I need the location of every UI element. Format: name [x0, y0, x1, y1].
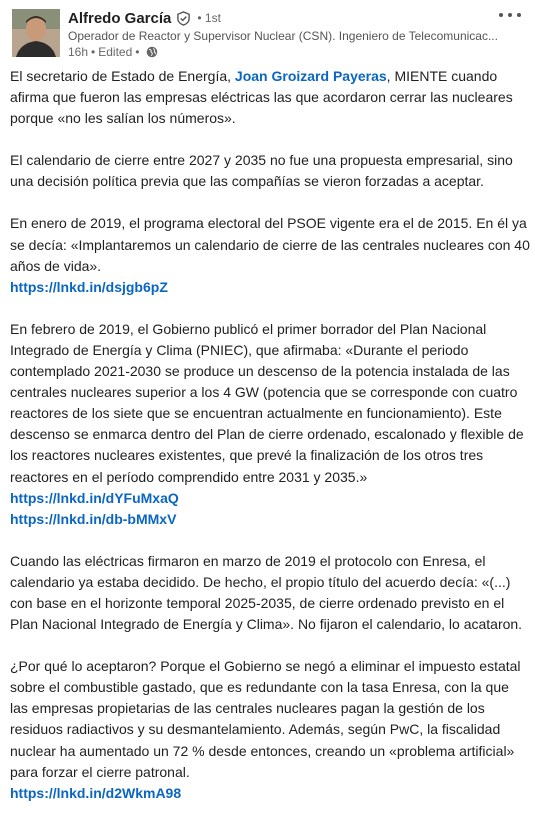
- author-row: [68, 8, 221, 28]
- link-db-bmmxv[interactable]: https://lnkd.in/db-bMMxV: [10, 510, 177, 527]
- paragraph-5-text: Cuando las eléctricas firmaron en marzo de 2019 el protocolo con Enresa, el calendario ya estaba decidido. De hecho, el propio título del acuerdo decía: «(...) con base en el horizonte temporal 2025-2035, de cierre ordenado previsto en el Plan Nacional Integrado de Energía y Clima». No fijaron el calendario, lo acataron.: [10, 552, 523, 633]
- link-dyfumxaq[interactable]: https://lnkd.in/dYFuMxaQ: [10, 489, 179, 506]
- link-d2wkma98[interactable]: https://lnkd.in/d2WkmA98: [10, 784, 182, 801]
- paragraph-1-lead: El secretario de Estado de Energía,: [10, 68, 235, 84]
- paragraph-3-text: En enero de 2019, el programa electoral del PSOE vigente era el de 2015. En él ya se decía: «Implantaremos un calendario de cierre de las centrales nucleares con 40 años de vida».: [10, 215, 530, 274]
- post-time: 16h: [68, 45, 89, 59]
- post-body: [10, 66, 530, 825]
- paragraph-1: [10, 66, 530, 129]
- avatar[interactable]: [12, 9, 60, 57]
- paragraph-2-text: El calendario de cierre entre 2027 y 2035 no fue una propuesta empresarial, sino una decisión política previa que las compañías se vieron forzadas a aceptar.: [10, 152, 513, 190]
- link-dsjgb6pz[interactable]: https://lnkd.in/dsjgb6pZ: [10, 278, 168, 295]
- author-name[interactable]: Alfredo García: [68, 9, 172, 27]
- post-header: [8, 6, 535, 60]
- meta-separator: •: [135, 45, 140, 59]
- paragraph-3: [10, 213, 530, 297]
- degree-label: 1st: [204, 11, 221, 25]
- meta-separator: •: [91, 45, 96, 59]
- paragraph-6-text: ¿Por qué lo aceptaron? Porque el Gobierno se negó a eliminar el impuesto estatal sobre el combustible gastado, que es redundante con la tasa Enresa, con la que las empresas propietarias de las centrales nucleares pagan la gestión de los residuos radiactivos y su desmantelamiento. Además, según PwC, la fiscalidad nuclear ha aumentado un 72 % desde entonces, creando un «problema artificial» para forzar el cierre patronal.: [10, 658, 521, 780]
- verified-badge-icon: [176, 11, 191, 26]
- paragraph-1-tail: , MIENTE cuando afirma que fueron las empresas eléctricas las que acordaron cerrar las nucleares porque «no les salían los números».: [10, 68, 513, 127]
- paragraph-6: [10, 656, 530, 804]
- paragraph-1-text: [10, 66, 530, 129]
- globe-icon: [146, 46, 158, 58]
- mention-link[interactable]: Joan Groizard Payeras: [234, 68, 387, 84]
- edited-label: Edited: [98, 45, 133, 59]
- author-headline: Operador de Reactor y Supervisor Nuclear (CSN). Ingeniero de Telecomunicac...: [68, 29, 498, 43]
- paragraph-4: [10, 319, 530, 530]
- paragraph-2: [10, 150, 530, 192]
- more-options-icon[interactable]: [499, 8, 521, 22]
- paragraph-4-text: En febrero de 2019, el Gobierno publicó el primer borrador del Plan Nacional Integrado de Energía y Clima (PNIEC), que afirmaba: «Durante el periodo contemplado 2021-2030 se produce un descenso de la potencia instalada de las centrales nucleares superior a los 4 GW (potencia que se corresponde con cuatro reactores de los siete que se encuentran actualmente en funcionamiento). Este descenso se enmarca dentro del Plan de cierre ordenado, escalonado y flexible de los reactores nucleares existentes, que prevé la finalización de los otros tres reactores en el período comprendido entre 2031 y 2035.»: [10, 320, 524, 485]
- post-meta: [68, 45, 158, 59]
- connection-degree: • 1st: [197, 11, 221, 25]
- paragraph-5: [10, 551, 530, 635]
